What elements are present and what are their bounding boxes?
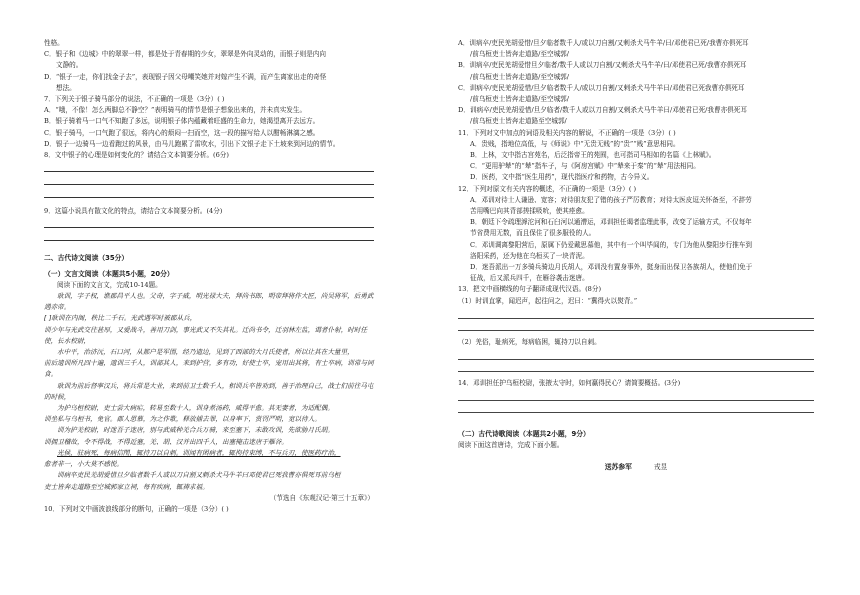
question-8: 8．文中银子的心理是如何变化的？请结合文本简要分析。(6分) <box>44 151 229 160</box>
q10-option-b: B．训病卒/吏民羌胡爱惜旦夕临者/数千人或以刀自割/又剌杀犬马牛羊/曰/邓使君已死/我曹亦俱死耳 <box>458 61 747 70</box>
passage-line: 吏士皆奔走道路至空城郭家立祠，每有疾病，辄祷求福。 <box>44 482 209 491</box>
option-d: D．“银子一走，你们找金子去”，表现银子因父母嘲笑她并对嫁产生不满，而产生离家出走的奇怪 <box>44 72 327 81</box>
question-12: 12．下列对原文有关内容的概述，不正确的一项是（3分）( ) <box>458 184 637 193</box>
passage-line: 训少年与光武交往甚厚，又爱战斗，善用刀剑，事光武又不失其礼。迁尚书令，迁羽林左监，谒者仆射，时时任使，长水校尉， <box>44 325 368 345</box>
q7-option-a: A．“哦，不像！怎么两脚总不静空？”表明骑马的情节是银子想象出来的，并未真实发生。 <box>44 106 307 115</box>
question-10: 10．下列对文中画波浪线部分的断句，正确的一项是（3分）( ) <box>44 504 229 513</box>
q11-option-c: C．“更用驴辇”的“辇”指车子，与《阿房宫赋》中“辇来于秦”的“辇”用法相同。 <box>470 162 700 171</box>
poem-author: 戎昱 <box>654 462 668 471</box>
passage-line: 训为护羌校尉，时迷吾子迷唐，别与武威种羌合兵万骑，来至塞下，未敢攻训，先欲胁月氏胡。 <box>57 426 334 435</box>
poem-title: 送苏参军 <box>604 462 632 471</box>
passage-line: 为护乌桓校尉，吏士尝大病疟，转易至数十人，训身煮汤药，咸得平愈。其无妻者，为适配偶。 <box>57 404 334 413</box>
answer-line <box>44 174 374 185</box>
question-13-2: （2）羌俗，耻病死，每病临困，辄持刀以自刺。 <box>458 337 601 346</box>
question-11: 11．下列对文中加点的词语及相关内容的解说，不正确的一项是（3分）( ) <box>458 128 676 137</box>
passage-line: 愈者非一，小大莫不感悦。 <box>44 460 124 469</box>
q12-option-d: D．迷吾派出一万多骑兵骑边月氏胡人，邓训没有置身事外，挺身而出保卫各族胡人，使他们免于 <box>470 263 753 272</box>
right-column <box>458 38 814 473</box>
answer-line <box>44 161 374 172</box>
q12-option-a: A．邓训对待士人谦逊、宽容；对待朋友犯了错的孩子严厉教育；对待太医皮逗关怀备至，不辞劳 <box>470 195 752 204</box>
passage-source: （节选自《东观汉记·第三十五章》） <box>269 493 374 502</box>
q11-option-b: B．上林，文中指古宫苑名，后泛指帝王的苑囿，也可指司马相如的名篇《上林赋》。 <box>470 151 716 160</box>
question-13-1: （1）时训直掌，闻迟声，起往问之，迟曰：“冀得火以熨背。” <box>458 296 638 305</box>
answer-line <box>44 187 374 198</box>
left-column <box>44 38 374 515</box>
subsection-title: （一）文言文阅读（本题共5小题，20分） <box>44 269 174 278</box>
q12-option-c-cont: 洛阳采药，还为他在乌桓买了一块青泥。 <box>470 251 589 260</box>
passage-line: 耿训，字子权，谯郡昌平人也。父奇，字子威，明光禄大夫，拜尚书郎，明帝拜将作大匠，尚吴将军，后勇武遇赤帝。 <box>44 292 374 312</box>
q12-option-d-cont: 征战，后又派兵四千，在雁谷袭击迷唐。 <box>470 274 589 283</box>
passage-line: 训坐私与乌桓书，免官。郡人思慕，为之作歌，释放捕去罪，以身率下，赏罚严明，宽以待人。 <box>44 415 321 424</box>
passage-line: 前后遗训所凡四十遍，遗训三千人，训部其人，来到护营，多有功，好使士卒，宠用出其将，有士卒病，训常与同食。 <box>44 359 374 379</box>
question-14: 14．邓训担任护乌桓校尉，张掖太守时，如何赢得民心？请简要概括。(3分) <box>458 379 681 388</box>
option-c: C．银子和《边城》中的翠翠一样，都是处于青春期的少女，翠翠是外向灵动的，而银子则是内向 <box>44 50 326 59</box>
question-7: 7．下列关于银子骑马部分的说法，不正确的一项是（3分）( ) <box>44 95 225 104</box>
passage-line: 训拥卫稽故，令不得战，不得近塞，羌、胡、汉并出四千人，出塞掩击迷唐于雁谷。 <box>44 437 288 446</box>
q12-option-b: B．朝廷下令疏理滹沱河和石臼河以通漕运，邓训担任谒者监理此事，改变了运输方式，不仅每年 <box>470 218 752 227</box>
intro-text: 阅读下面的文言文，完成10-14题。 <box>57 280 162 289</box>
q11-option-a: A．贵贱，指地位高低，与《师说》中“无贵无贱”的“贵”“贱”意思相同。 <box>470 139 680 148</box>
q12-option-b-cont: 节省费用无数，而且保住了很多服役的人。 <box>470 229 596 238</box>
answer-line <box>458 348 814 360</box>
q7-option-b: B．银子骑着马一口气不知跑了多远，说明银子体内蕴藏着旺盛的生命力，她渴望离开去远方。 <box>44 117 320 126</box>
passage-line: 光侯，驻病死，每病信閇，辄持刀以自刺。训闻有困病者，辄拘持束缚，不与兵刃，使医药疗治， <box>57 448 341 457</box>
text-line: 文静的。 <box>56 61 83 70</box>
passage-line: 水中平，治济沅，石口河，从都户是军围，经乃遗边，见到了西部的大月氏使者，所以让其在大量里， <box>57 348 354 357</box>
q7-option-d: D．银子一边骑马一边看跑过的风景，由马儿跑累了雷吹水，引出下文银子走下土坡来到河边的情节。 <box>44 139 340 148</box>
question-9: 9．这篇小说具有散文化的特点，请结合文本简要分析。(4分) <box>44 207 223 216</box>
q12-option-c: C．邓训调离黎阳营后，原属下仍爱戴思慕他，其中有一个叫毕闾的，专门为他从黎阳步行推车到 <box>470 240 752 249</box>
answer-line <box>458 401 814 413</box>
passage-line: 训病卒吏民羌胡爱惜旦夕临者数千人或以刀自割又剌杀犬马牛羊曰邓使君已死我曹亦俱死耳前乌桓 <box>57 471 341 480</box>
answer-line <box>458 307 814 319</box>
q11-option-d: D．医药，文中指“医生用药”，现代指医疗和药物，古今异义。 <box>470 173 654 182</box>
q10-option-b-cont: /前乌桓吏士皆奔走道路/至空城郭/ <box>470 72 569 81</box>
q10-option-d: D．训病卒/吏民羌胡爱惜/旦夕临者/数千人或以刀自割/又剌杀犬马牛羊曰/邓使君已死/我曹亦俱死耳 <box>458 106 747 115</box>
answer-line <box>44 217 374 228</box>
answer-line <box>44 230 374 241</box>
q10-option-a-cont: /前乌桓吏士皆奔走道路/至空城郭/ <box>470 50 569 59</box>
answer-line <box>458 319 814 331</box>
q10-option-c-cont: /前乌桓吏士皆奔走道路/至空城郭/ <box>470 95 569 104</box>
question-13: 13．把文中画横线的句子翻译成现代汉语。(8分) <box>458 285 602 294</box>
text-line: 性格。 <box>44 39 64 47</box>
q10-option-a: A．训病卒/吏民羌胡爱惜/旦夕临者数千人/或以刀自割/又剌杀犬马牛羊/曰/邓使君已死/我曹亦俱死耳 <box>458 39 749 47</box>
q10-option-d-cont: /前乌桓吏士皆奔走道路至空城郭/ <box>470 117 567 126</box>
answer-line <box>458 389 814 401</box>
section-title: 二、古代诗文阅读（35分） <box>44 254 129 263</box>
poem-intro: 阅读下面这首唐诗，完成下面小题。 <box>458 441 564 450</box>
answer-line <box>458 360 814 372</box>
q12-option-a-cont: 苦用嘴巴向其背部搓揉吸吮，使其痊愈。 <box>470 207 589 216</box>
passage-line: [ ]耿训在内阁，秩比二千石。光武遇军时被郡从兵， <box>44 314 197 323</box>
text-line: 想法。 <box>56 83 76 92</box>
q10-option-c: C．训病卒/吏民羌胡爱惜/旦夕临者数千人/或以刀自割/又剌杀犬马牛羊曰/邓使君已死我曹亦俱死耳 <box>458 83 745 92</box>
subsection-title: （二）古代诗歌阅读（本题共2小题，9分） <box>458 430 590 439</box>
q7-option-c: C．银子骑马，一口气跑了很远，将内心的烦闷一扫而空，这一段的描写给人以酣畅淋漓之感。 <box>44 128 320 137</box>
poem-heading <box>458 462 814 473</box>
passage-line: 耿训为前后督率汉兵，将兵常是大业，来到前卫士数千人，相训兵卒皆劝到，善于治理自己，战士们前往马屯的时候， <box>44 381 374 401</box>
